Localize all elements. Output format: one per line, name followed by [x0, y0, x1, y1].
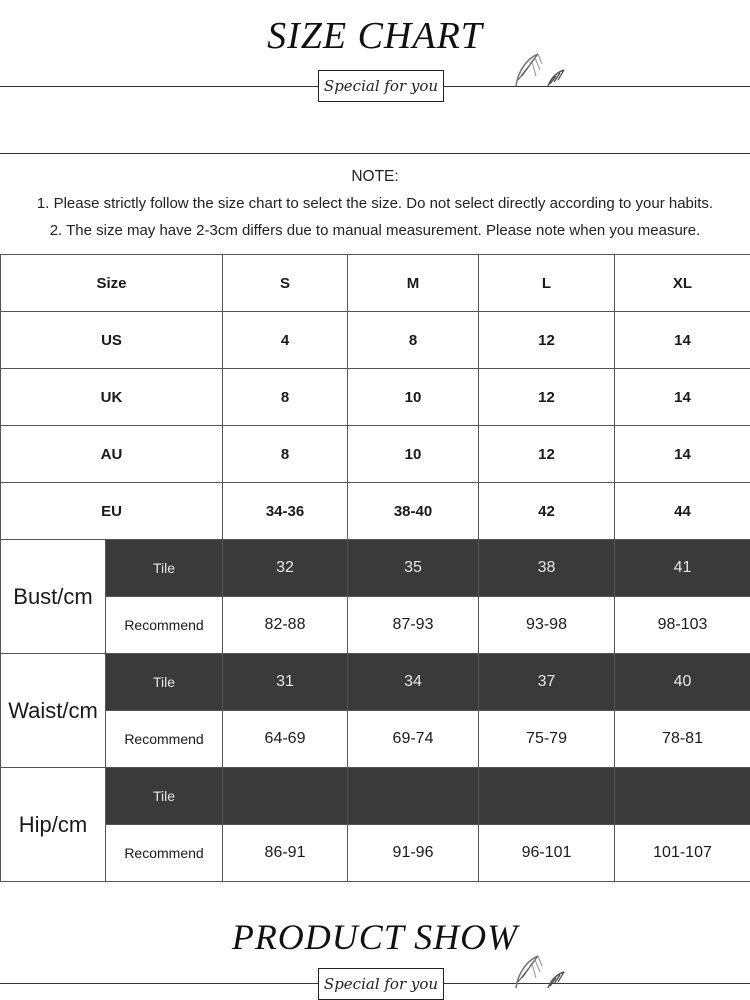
cell: 34-36	[223, 483, 348, 540]
table-row-uk	[1, 369, 750, 426]
cell: 42	[479, 483, 615, 540]
cell	[348, 768, 479, 825]
note-line-1: 1. Please strictly follow the size chart to select the size. Do not select directly according to your habits.	[36, 195, 714, 212]
page-title: SIZE CHART	[267, 15, 483, 57]
cell: 93-98	[479, 597, 615, 654]
row-label: US	[1, 312, 223, 369]
row-label: AU	[1, 426, 223, 483]
size-header: Size	[1, 255, 223, 312]
cell: 64-69	[223, 711, 348, 768]
cell: 31	[223, 654, 348, 711]
cell: 40	[615, 654, 750, 711]
palm-leaf-icon	[508, 50, 568, 90]
waist-category-label: Waist/cm	[1, 654, 106, 768]
tile-label: Tile	[106, 540, 223, 597]
cell: 87-93	[348, 597, 479, 654]
cell: 10	[348, 426, 479, 483]
product-show-title: PRODUCT SHOW	[231, 917, 519, 957]
recommend-label: Recommend	[106, 825, 223, 882]
tile-label: Tile	[106, 768, 223, 825]
cell: 98-103	[615, 597, 750, 654]
row-label: UK	[1, 369, 223, 426]
cell: 96-101	[479, 825, 615, 882]
header-l: L	[479, 255, 615, 312]
cell: 41	[615, 540, 750, 597]
cell: 82-88	[223, 597, 348, 654]
header-xl: XL	[615, 255, 750, 312]
cell: 75-79	[479, 711, 615, 768]
recommend-label: Recommend	[106, 711, 223, 768]
cell: 12	[479, 312, 615, 369]
header-m: M	[348, 255, 479, 312]
cell: 10	[348, 369, 479, 426]
cell: 14	[615, 426, 750, 483]
cell: 12	[479, 426, 615, 483]
cell: 38-40	[348, 483, 479, 540]
recommend-label: Recommend	[106, 597, 223, 654]
cell: 8	[348, 312, 479, 369]
cell: 34	[348, 654, 479, 711]
cell: 37	[479, 654, 615, 711]
table-header-row	[1, 255, 750, 312]
cell	[479, 768, 615, 825]
cell: 32	[223, 540, 348, 597]
cell: 8	[223, 369, 348, 426]
bust-recommend-row	[1, 597, 750, 654]
footer-subtitle: Special for you	[318, 968, 444, 1000]
cell: 38	[479, 540, 615, 597]
hip-recommend-row	[1, 825, 750, 882]
hip-category-label: Hip/cm	[1, 768, 106, 882]
tile-label: Tile	[106, 654, 223, 711]
waist-recommend-row	[1, 711, 750, 768]
cell	[223, 768, 348, 825]
waist-tile-row	[1, 654, 750, 711]
palm-leaf-icon	[508, 952, 568, 992]
cell: 101-107	[615, 825, 750, 882]
note-top-divider	[0, 153, 750, 154]
cell: 4	[223, 312, 348, 369]
cell: 12	[479, 369, 615, 426]
cell: 35	[348, 540, 479, 597]
size-chart-table	[0, 254, 750, 882]
hip-tile-row	[1, 768, 750, 825]
cell: 78-81	[615, 711, 750, 768]
cell: 14	[615, 312, 750, 369]
cell: 69-74	[348, 711, 479, 768]
note-line-2: 2. The size may have 2-3cm differs due to manual measurement. Please note when you measure.	[49, 222, 701, 239]
bust-tile-row	[1, 540, 750, 597]
cell: 8	[223, 426, 348, 483]
table-row-eu	[1, 483, 750, 540]
cell: 44	[615, 483, 750, 540]
header-subtitle: Special for you	[318, 70, 444, 102]
table-row-us	[1, 312, 750, 369]
cell: 86-91	[223, 825, 348, 882]
cell: 91-96	[348, 825, 479, 882]
cell	[615, 768, 750, 825]
cell: 14	[615, 369, 750, 426]
bust-category-label: Bust/cm	[1, 540, 106, 654]
header-s: S	[223, 255, 348, 312]
note-heading: NOTE:	[351, 168, 399, 185]
row-label: EU	[1, 483, 223, 540]
table-row-au	[1, 426, 750, 483]
